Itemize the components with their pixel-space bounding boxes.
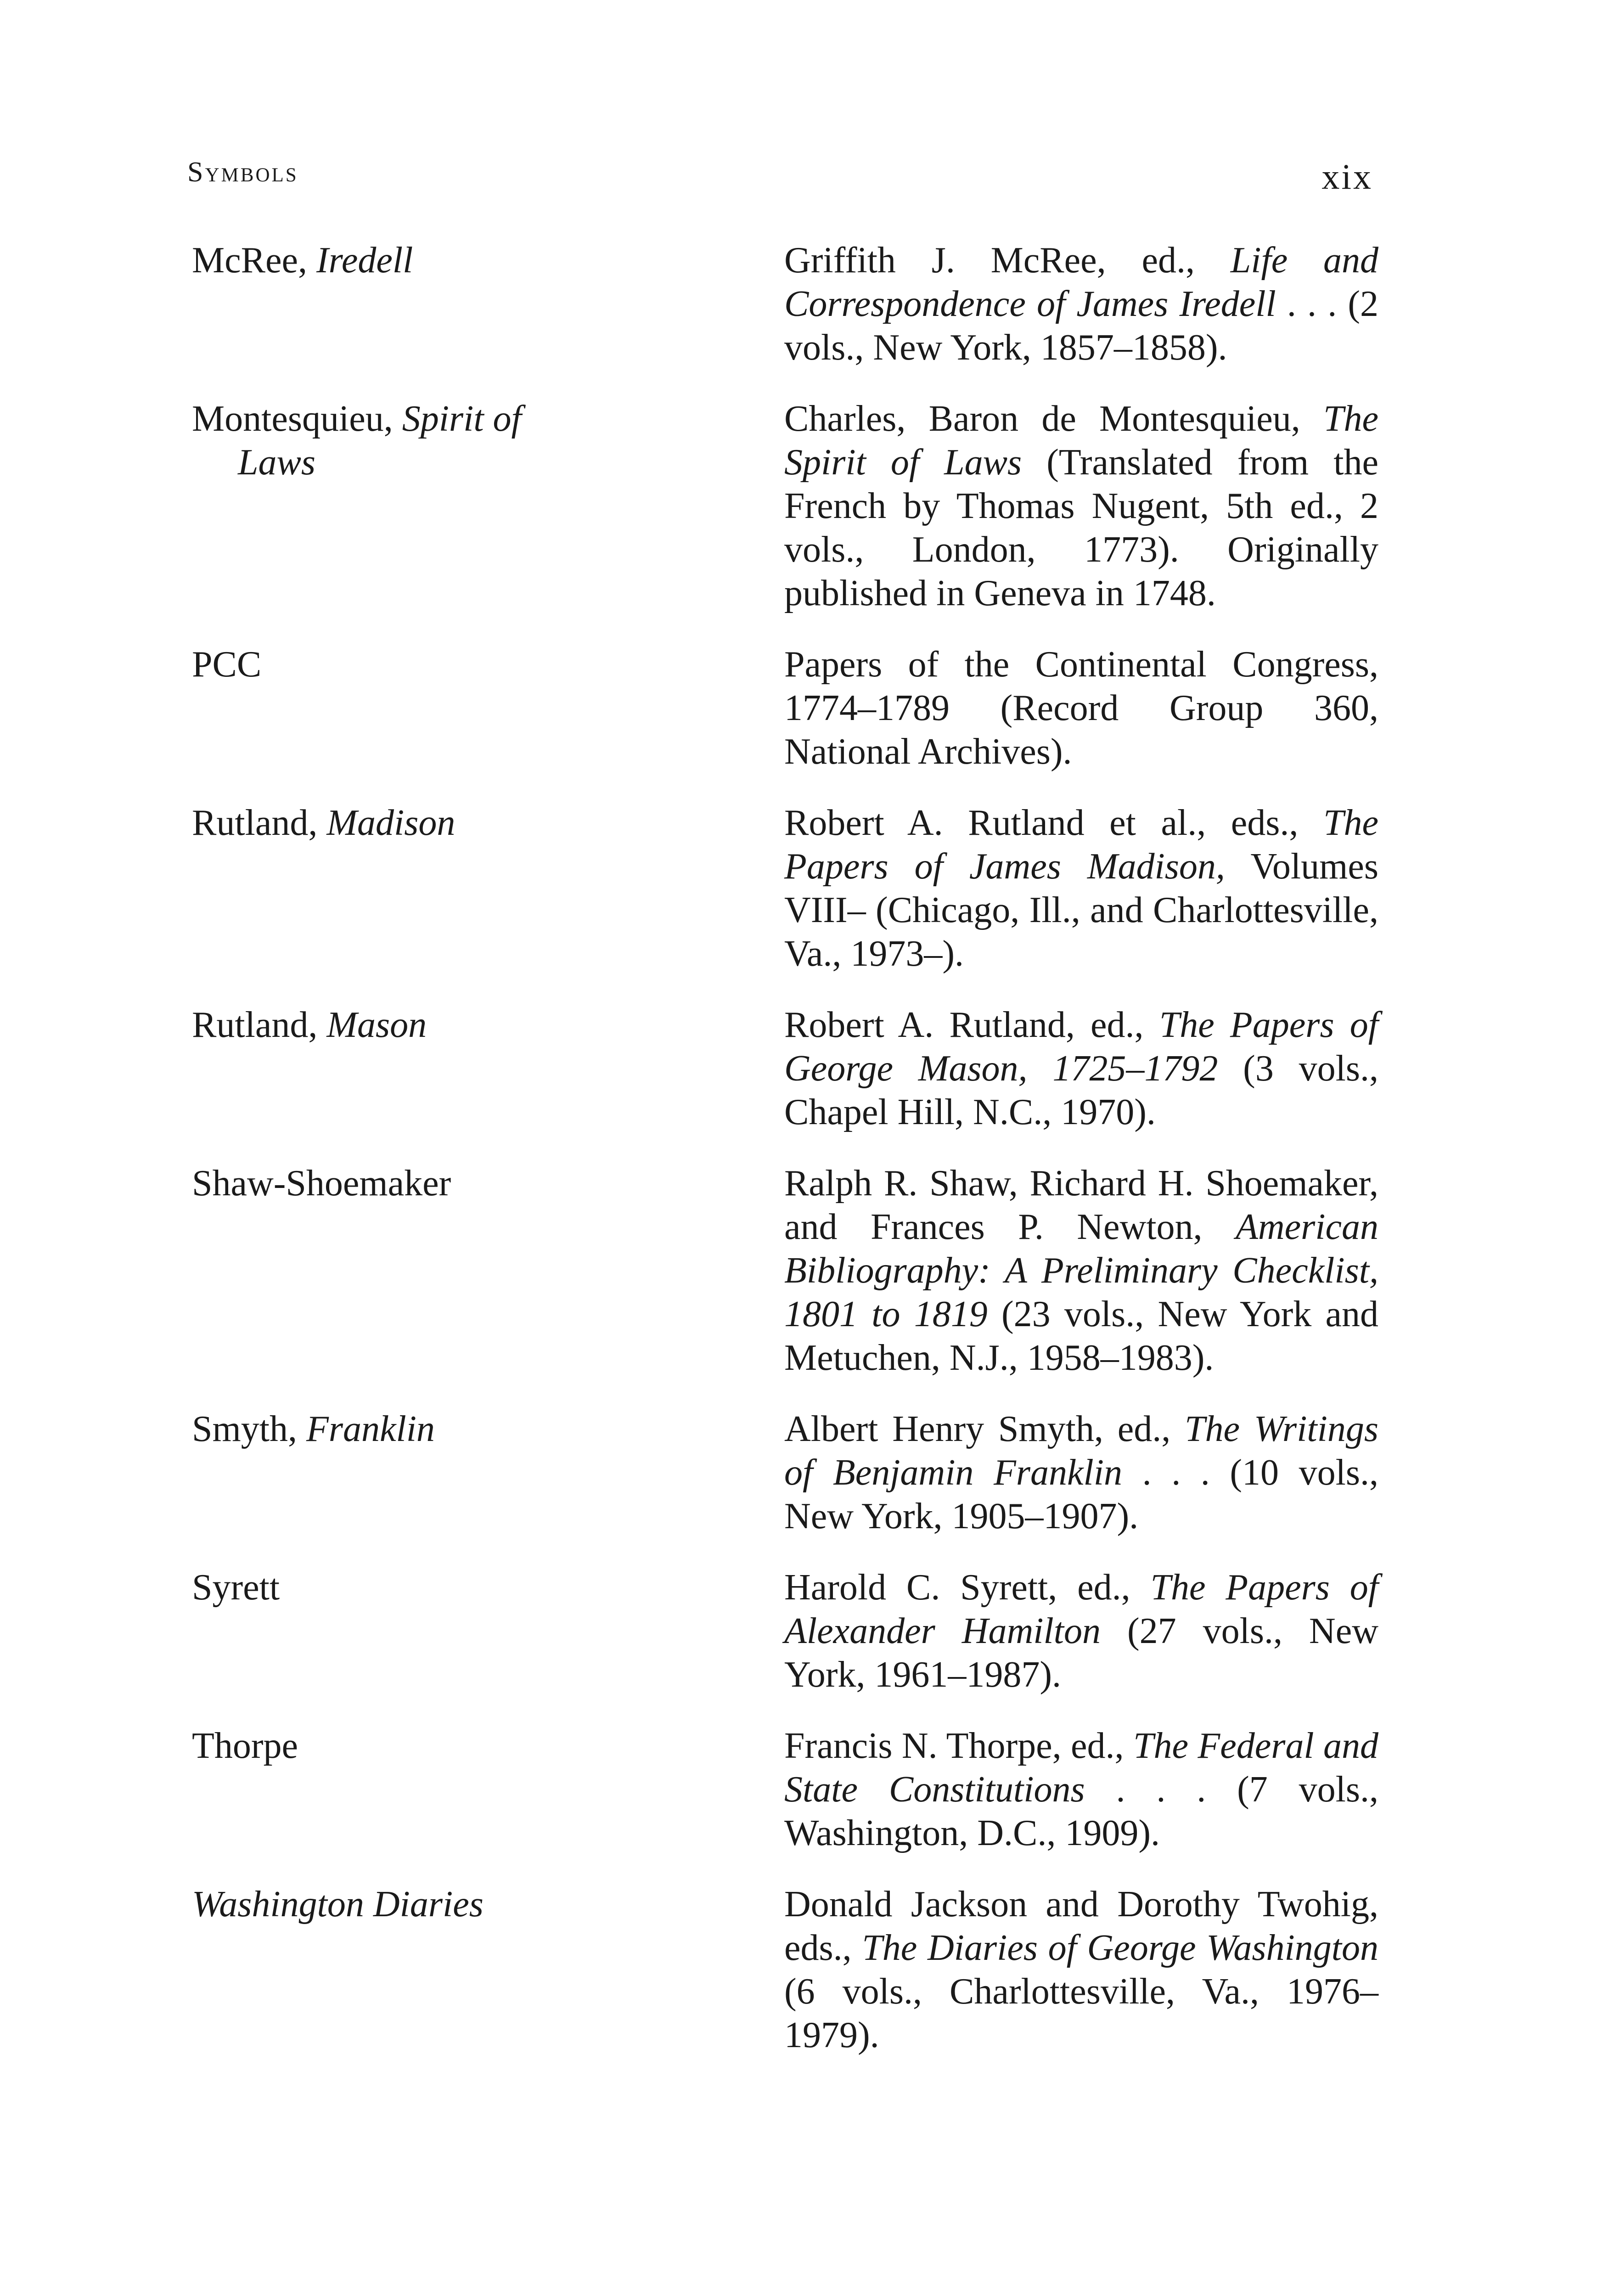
- symbols-list: [192, 239, 1378, 2085]
- abbr-text: Rutland,: [192, 1005, 327, 1045]
- abbr-text: Mason: [326, 1005, 427, 1045]
- abbr-text: Smyth,: [192, 1409, 306, 1449]
- cit-text: American Bibliography: A Preliminary Checklist, 1801 to 1819: [784, 1207, 1378, 1334]
- cit-text: (27 vols., New York, 1961–1987).: [784, 1611, 1378, 1695]
- cit-text: Life and Correspondence of James Iredell: [784, 240, 1378, 324]
- abbr-text: Montesquieu,: [192, 399, 402, 439]
- symbol-entry: [192, 801, 1378, 976]
- symbol-citation: [784, 239, 1378, 370]
- abbr-text: McRee,: [192, 240, 317, 281]
- symbol-entry: [192, 239, 1378, 370]
- cit-text: Robert A. Rutland, ed.,: [784, 1005, 1159, 1045]
- symbol-abbreviation: [192, 1566, 605, 1697]
- cit-text: . . . (2 vols., New York, 1857–1858).: [784, 284, 1378, 368]
- symbol-citation: [784, 1566, 1378, 1697]
- running-head: [187, 156, 1373, 197]
- section-title: Symbols: [187, 157, 298, 188]
- cit-text: Volumes VIII– (Chicago, Ill., and Charlottesville, Va., 1973–).: [784, 846, 1378, 974]
- symbol-abbreviation: [192, 1883, 605, 2057]
- abbr-text: Syrett: [192, 1567, 280, 1608]
- symbol-citation: [784, 397, 1378, 615]
- cit-text: Papers of the Continental Congress, 1774–1789 (Record Group 360, National Archives).: [784, 644, 1378, 772]
- cit-text: Harold C. Syrett, ed.,: [784, 1567, 1151, 1608]
- abbr-text: Thorpe: [192, 1726, 298, 1766]
- abbr-text: PCC: [192, 644, 262, 685]
- symbol-citation: [784, 1162, 1378, 1380]
- symbol-entry: [192, 1003, 1378, 1134]
- symbol-citation: [784, 801, 1378, 976]
- symbol-entry: [192, 1162, 1378, 1380]
- symbol-citation: [784, 643, 1378, 774]
- cit-text: Charles, Baron de Montesquieu,: [784, 399, 1323, 439]
- cit-text: The Spirit of Laws: [784, 399, 1378, 483]
- symbol-abbreviation: [192, 1003, 605, 1134]
- abbr-text: Iredell: [316, 240, 413, 281]
- cit-text: Griffith J. McRee, ed.,: [784, 240, 1231, 281]
- symbol-abbreviation: [192, 1724, 605, 1855]
- page-number: xix: [1321, 157, 1373, 197]
- symbol-entry: [192, 1724, 1378, 1855]
- cit-text: . . . (10 vols., New York, 1905–1907).: [784, 1452, 1379, 1536]
- cit-text: (Translated from the French by Thomas Nugent, 5th ed., 2 vols., London, 1773). Originally published in Geneva in 1748.: [784, 442, 1378, 613]
- symbol-entry: [192, 1407, 1378, 1538]
- cit-text: The Papers of George Mason, 1725–1792: [784, 1005, 1379, 1089]
- cit-text: (23 vols., New York and Metuchen, N.J., 1958–1983).: [784, 1294, 1378, 1378]
- abbr-text: Madison: [326, 803, 455, 843]
- cit-text: . . . (7 vols., Washington, D.C., 1909).: [784, 1769, 1379, 1853]
- cit-text: Albert Henry Smyth, ed.,: [784, 1409, 1185, 1449]
- cit-text: The Diaries of George Washington: [862, 1928, 1379, 1968]
- cit-text: Robert A. Rutland et al., eds.,: [784, 803, 1323, 843]
- symbol-abbreviation: [192, 397, 605, 615]
- cit-text: Francis N. Thorpe, ed.,: [784, 1726, 1133, 1766]
- cit-text: The Writings of Benjamin Franklin: [784, 1409, 1379, 1493]
- abbr-text: Rutland,: [192, 803, 327, 843]
- cit-text: Donald Jackson and Dorothy Twohig, eds.,: [784, 1884, 1378, 1968]
- abbr-text: Spirit of Laws: [238, 399, 522, 483]
- symbol-entry: [192, 397, 1378, 615]
- symbol-abbreviation: [192, 1162, 605, 1380]
- symbol-abbreviation: [192, 239, 605, 370]
- symbol-citation: [784, 1883, 1378, 2057]
- cit-text: (3 vols., Chapel Hill, N.C., 1970).: [784, 1048, 1378, 1132]
- cit-text: The Papers of Alexander Hamilton: [784, 1567, 1378, 1651]
- abbr-text: Franklin: [306, 1409, 435, 1449]
- cit-text: (6 vols., Charlottesville, Va., 1976–1979).: [784, 1971, 1378, 2055]
- symbol-citation: [784, 1003, 1378, 1134]
- symbol-entry: [192, 643, 1378, 774]
- symbol-citation: [784, 1724, 1378, 1855]
- cit-text: The Federal and State Constitutions: [784, 1726, 1378, 1810]
- symbol-abbreviation: [192, 643, 605, 774]
- cit-text: Ralph R. Shaw, Richard H. Shoemaker, and Frances P. Newton,: [784, 1163, 1378, 1247]
- symbol-abbreviation: [192, 801, 605, 976]
- symbol-abbreviation: [192, 1407, 605, 1538]
- symbol-citation: [784, 1407, 1378, 1538]
- cit-text: The Papers of James Madison,: [784, 803, 1378, 887]
- symbol-entry: [192, 1883, 1378, 2057]
- abbr-text: Washington Diaries: [192, 1884, 484, 1925]
- abbr-text: Shaw-Shoemaker: [192, 1163, 451, 1204]
- symbol-entry: [192, 1566, 1378, 1697]
